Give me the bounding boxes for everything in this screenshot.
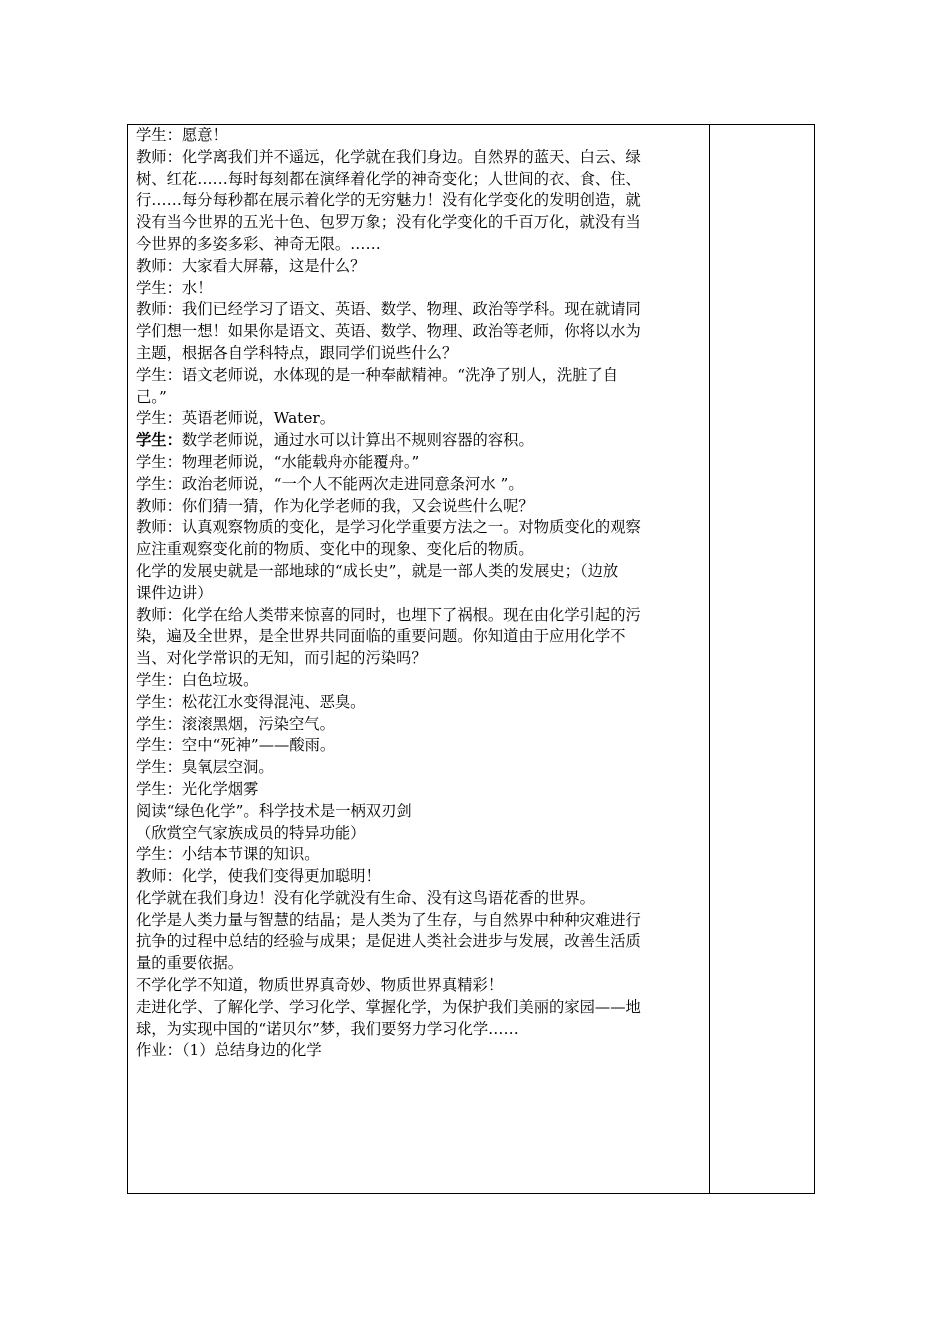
text-line: 教师：大家看大屏幕，这是什么？ [136, 256, 366, 275]
text-line [136, 430, 704, 452]
text-line: 量的重要依据。 [136, 954, 244, 973]
text-line: 学生：光化学烟雾 [136, 779, 259, 798]
text-line: 教师：化学在给人类带来惊喜的同时，也埋下了祸根。现在由化学引起的污 [136, 605, 641, 624]
text-line: 学们想一想！如果你是语文、英语、数学、物理、政治等老师，你将以水为 [136, 322, 641, 341]
text-line: 学生：白色垃圾。 [136, 670, 259, 689]
text-line: 己。” [136, 387, 167, 406]
text-line: 染，遍及全世界，是全世界共同面临的重要问题。你知道由于应用化学不 [136, 627, 626, 646]
text-line: 学生：臭氧层空洞。 [136, 758, 274, 777]
text-line: 应注重观察变化前的物质、变化中的现象、变化后的物质。 [136, 540, 534, 559]
text-line: 当、对化学常识的无知，而引起的污染吗？ [136, 649, 427, 668]
text-line: 教师：化学，使我们变得更加聪明！ [136, 867, 381, 886]
text-line: 教师：化学离我们并不遥远，化学就在我们身边。自然界的蓝天、白云、绿 [136, 147, 641, 166]
line-text: 数学老师说，通过水可以计算出不规则容器的容积。 [181, 431, 534, 450]
text-line: 学生：小结本节课的知识。 [136, 845, 320, 864]
text-line: 学生：英语老师说，Water。 [136, 409, 335, 428]
text-line: 学生：空中“死神”——酸雨。 [136, 736, 336, 755]
notes-cell [710, 125, 814, 1193]
text-line: 教师：你们猜一猜，作为化学老师的我，又会说些什么呢？ [136, 496, 534, 515]
text-line: 树、红花……每时每刻都在演绎着化学的神奇变化；人世间的衣、食、住、 [136, 169, 641, 188]
text-line: 学生：松花江水变得混沌、恶臭。 [136, 692, 366, 711]
text-line: 主题，根据各自学科特点，跟同学们说些什么？ [136, 343, 458, 362]
text-line: 学生：愿意！ [136, 126, 228, 144]
lesson-dialogue [136, 125, 704, 1062]
text-line: 学生：政治老师说，“一个人不能两次走进同意条河水 ”。 [136, 474, 524, 493]
text-line: 教师：认真观察物质的变化，是学习化学重要方法之一。对物质变化的观察 [136, 518, 641, 537]
text-line: 化学的发展史就是一部地球的“成长史”，就是一部人类的发展史；（边放 [136, 561, 619, 580]
text-line: 走进化学、了解化学、学习化学、掌握化学，为保护我们美丽的家园——地 [136, 997, 641, 1016]
text-line: 课件边讲） [136, 583, 213, 602]
text-line: 行……每分每秒都在展示着化学的无穷魅力！没有化学变化的发明创造，就 [136, 191, 641, 210]
text-line: 化学是人类力量与智慧的结晶；是人类为了生存，与自然界中种种灾难进行 [136, 910, 641, 929]
text-line: 学生：物理老师说，“水能载舟亦能覆舟。” [136, 452, 420, 471]
text-line: 学生：水！ [136, 278, 213, 297]
text-line: （欣赏空气家族成员的特异功能） [136, 823, 366, 842]
text-line: 抗争的过程中总结的经验与成果；是促进人类社会进步与发展，改善生活质 [136, 932, 641, 951]
text-line: 学生：语文老师说，水体现的是一种奉献精神。“洗净了别人，洗脏了自 [136, 365, 619, 384]
text-line: 球，为实现中国的“诺贝尔”梦，我们要努力学习化学…… [136, 1019, 519, 1038]
text-line: 化学就在我们身边！没有化学就没有生命、没有这鸟语花香的世界。 [136, 888, 595, 907]
lesson-content-cell [136, 125, 704, 1062]
text-line: 阅读“绿色化学”。科学技术是一柄双刃剑 [136, 801, 412, 820]
text-line: 学生：滚滚黑烟，污染空气。 [136, 714, 335, 733]
text-line: 没有当今世界的五光十色、包罗万象；没有化学变化的千百万化，就没有当 [136, 213, 641, 232]
text-line: 教师：我们已经学习了语文、英语、数学、物理、政治等学科。现在就请同 [136, 300, 641, 319]
text-line: 今世界的多姿多彩、神奇无限。…… [136, 234, 381, 253]
speaker-label: 学生： [136, 431, 182, 450]
lesson-table [127, 124, 815, 1194]
text-line: 不学化学不知道，物质世界真奇妙、物质世界真精彩！ [136, 976, 504, 995]
text-line: 作业：（1）总结身边的化学 [136, 1041, 322, 1060]
